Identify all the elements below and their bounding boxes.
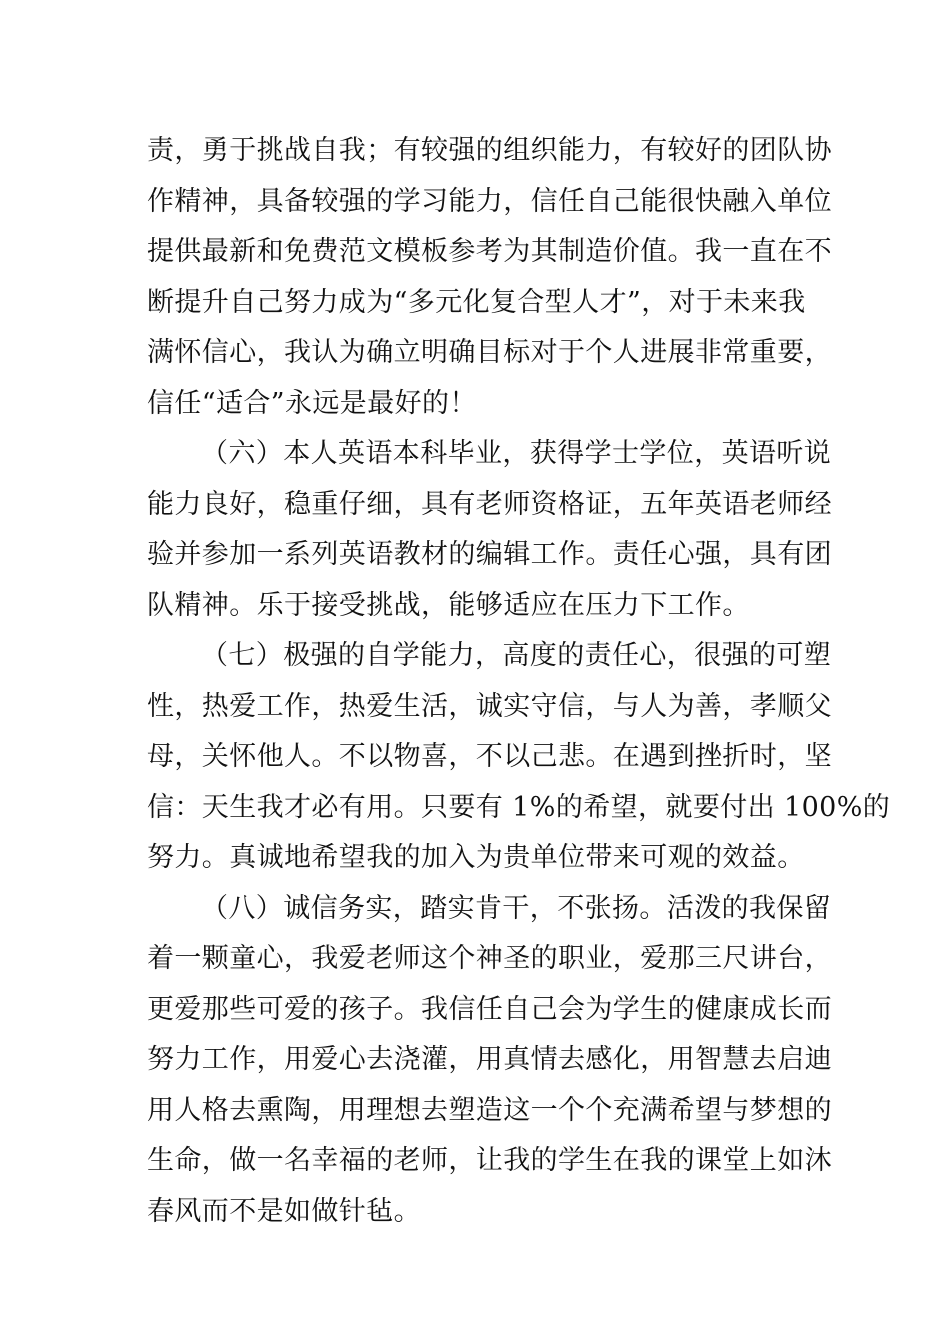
text-line: 责，勇于挑战自我；有较强的组织能力，有较好的团队协	[147, 135, 832, 166]
text-line: 验并参加一系列英语教材的编辑工作。责任心强，具有团	[147, 539, 832, 570]
text-line: 努力工作，用爱心去浇灌，用真情去感化，用智慧去启迪	[147, 1044, 832, 1075]
paragraph-start-line: （六）本人英语本科毕业，获得学士学位，英语听说	[201, 438, 832, 469]
paragraph-start-line: （七）极强的自学能力，高度的责任心，很强的可塑	[201, 640, 832, 671]
text-line: 信任“适合”永远是最好的！	[147, 387, 477, 419]
text-line: 着一颗童心，我爱老师这个神圣的职业，爱那三尺讲台，	[147, 943, 832, 974]
paragraph-start-line: （八）诚信务实，踏实肯干，不张扬。活泼的我保留	[201, 892, 832, 924]
text-line: 努力。真诚地希望我的加入为贵单位带来可观的效益。	[147, 842, 805, 873]
text-line: 信：天生我才必有用。只要有 1%的希望，就要付出 100%的	[147, 791, 891, 823]
text-line: 用人格去熏陶，用理想去塑造这一个个充满希望与梦想的	[147, 1094, 832, 1126]
text-line: 满怀信心，我认为确立明确目标对于个人进展非常重要，	[147, 337, 832, 368]
text-line: 提供最新和免费范文模板参考为其制造价值。我一直在不	[147, 236, 832, 267]
text-line: 母，关怀他人。不以物喜，不以己悲。在遇到挫折时，坚	[147, 741, 832, 772]
text-line: 性，热爱工作，热爱生活，诚实守信，与人为善，孝顺父	[147, 690, 832, 722]
text-line: 生命，做一名幸福的老师，让我的学生在我的课堂上如沐	[147, 1145, 832, 1176]
text-line: 更爱那些可爱的孩子。我信任自己会为学生的健康成长而	[147, 993, 832, 1025]
text-line: 作精神，具备较强的学习能力，信任自己能很快融入单位	[147, 185, 832, 217]
text-line: 春风而不是如做针毡。	[147, 1195, 421, 1227]
text-line: 能力良好，稳重仔细，具有老师资格证，五年英语老师经	[147, 488, 832, 520]
text-line: 断提升自己努力成为“多元化复合型人才”，对于未来我	[147, 286, 806, 318]
text-line: 队精神。乐于接受挑战，能够适应在压力下工作。	[147, 589, 750, 621]
document-body	[147, 126, 891, 1237]
